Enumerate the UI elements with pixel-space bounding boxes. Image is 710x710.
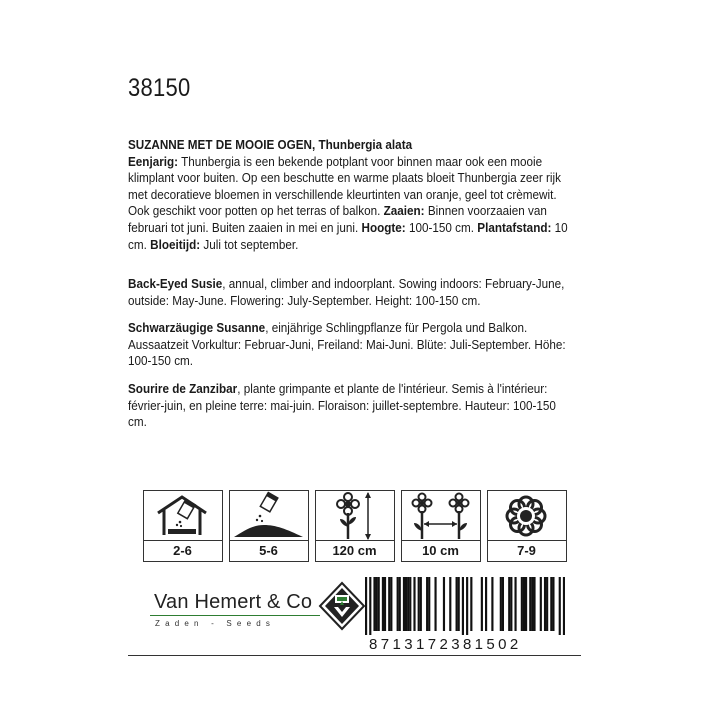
- barcode-bar: [458, 577, 460, 631]
- barcode-bar: [397, 577, 399, 631]
- plant-spacing-icon: [402, 491, 479, 541]
- barcode-bar: [525, 577, 527, 631]
- barcode-bar: [466, 577, 468, 635]
- barcode-bar: [405, 577, 407, 631]
- plant-spacing-value: 10 cm: [402, 543, 479, 558]
- barcode-bar: [491, 577, 493, 631]
- description-german: [128, 320, 569, 370]
- barcode-bar: [456, 577, 458, 631]
- barcode-bar: [449, 577, 451, 631]
- icon-cell-flowering: [487, 490, 567, 562]
- barcode-bar: [533, 577, 535, 631]
- text-sowing: Binnen voorzaaien van februari tot juni. Buiten zaaien in mei en juni.: [128, 203, 547, 235]
- barcode-bar: [390, 577, 392, 631]
- barcode-bar: [426, 577, 428, 631]
- barcode-bar: [531, 577, 533, 631]
- outdoor-sowing-months: 5-6: [230, 543, 307, 558]
- barcode-bar: [502, 577, 504, 631]
- cultivation-icon-strip: [143, 490, 573, 562]
- barcode-bar: [508, 577, 510, 631]
- barcode-bar: [403, 577, 405, 631]
- icon-cell-outdoor-sowing: [229, 490, 309, 562]
- barcode-bar: [409, 577, 411, 631]
- article-number: 38150: [128, 74, 191, 102]
- barcode-bar: [399, 577, 401, 631]
- barcode-bar: [369, 577, 371, 635]
- english-text: , annual, climber and indoorplant. Sowing indoors: February-June, outside: May-June. Flowering: July-September. Height: 100-150 cm.: [128, 276, 565, 308]
- barcode-bar: [481, 577, 483, 631]
- barcode-bar: [443, 577, 445, 631]
- barcode-bar: [559, 577, 561, 635]
- icon-cell-indoor-sowing: [143, 490, 223, 562]
- barcode-bar: [544, 577, 546, 631]
- label-sowing: Zaaien:: [383, 203, 425, 219]
- barcode-bar: [434, 577, 436, 631]
- barcode-bar: [382, 577, 384, 631]
- outdoor-sowing-icon: [230, 491, 307, 541]
- indoor-sowing-months: 2-6: [144, 543, 221, 558]
- text-description: Thunbergia is een bekende potplant voor binnen maar ook een mooie klimplant voor buiten. Op een beschutte en warme plaats bloeit Thunbergia zeer rijk met decoratieve bloemen in verschillende kleurtinten van oranje, geel tot crèmewit. Ook geschikt voor potten op het terras of balkon.: [128, 153, 561, 219]
- plant-height-value: 120 cm: [316, 543, 393, 558]
- barcode-bar: [407, 577, 409, 631]
- title-common-name: SUZANNE MET DE MOOIE OGEN,: [128, 137, 316, 152]
- barcode-bar: [420, 577, 422, 631]
- bottom-divider: [128, 655, 581, 656]
- french-text: , plante grimpante et plante de l'intérieur. Semis à l'intérieur: février-juin, en pleine terre: mai-juin. Floraison: juillet-septembre. Hauteur: 100-150 cm.: [128, 381, 556, 430]
- brand-tagline: Zaden - Seeds: [155, 619, 276, 628]
- english-name: Back-Eyed Susie: [128, 276, 223, 291]
- barcode-bar: [510, 577, 512, 631]
- french-name: Sourire de Zanzibar: [128, 381, 238, 396]
- barcode-bar: [563, 577, 565, 635]
- barcode-bar: [521, 577, 523, 631]
- barcode-bar: [373, 577, 375, 631]
- barcode-icon: [365, 577, 565, 635]
- german-text: , einjährige Schlingpflanze für Pergola und Balkon. Aussaatzeit Vorkultur: Februar-Juni, Freiland: Mai-Juni. Blüte: Juli-September. Höhe: 100-150 cm.: [128, 320, 566, 369]
- barcode-bar: [388, 577, 390, 631]
- description-dutch: [128, 137, 578, 253]
- brand-logo-icon: [318, 581, 366, 631]
- label-height: Hoogte:: [361, 219, 406, 235]
- brand-name: Van Hemert & Co: [154, 591, 313, 613]
- icon-cell-height: [315, 490, 395, 562]
- text-height: 100-150 cm.: [408, 219, 475, 235]
- barcode-bar: [428, 577, 430, 631]
- brand-divider: [150, 615, 320, 616]
- barcode-bar: [378, 577, 380, 631]
- description-english: [128, 276, 578, 309]
- barcode-bar: [514, 577, 516, 631]
- barcode-bar: [462, 577, 464, 635]
- flowering-months: 7-9: [488, 543, 565, 558]
- barcode-bar: [529, 577, 531, 631]
- text-bloom: Juli tot september.: [203, 236, 299, 252]
- barcode-bar: [550, 577, 552, 631]
- barcode-bar: [546, 577, 548, 631]
- barcode-bar: [500, 577, 502, 631]
- text-spacing: 10 cm.: [128, 219, 568, 252]
- barcode-bar: [384, 577, 386, 631]
- barcode-bar: [470, 577, 472, 631]
- barcode-bar: [523, 577, 525, 631]
- barcode-bar: [413, 577, 415, 631]
- label-bloom: Bloeitijd:: [150, 236, 201, 252]
- barcode-digits: 8713172381502: [369, 636, 522, 653]
- label-spacing: Plantafstand:: [477, 219, 552, 235]
- barcode-bar: [552, 577, 554, 631]
- plant-height-icon: [316, 491, 393, 541]
- flowering-icon: [488, 491, 565, 541]
- description-french: [128, 381, 569, 431]
- barcode-bar: [485, 577, 487, 631]
- german-name: Schwarzäugige Susanne: [128, 320, 266, 335]
- indoor-sowing-icon: [144, 491, 221, 541]
- barcode-bar: [376, 577, 378, 631]
- title-latin-name: Thunbergia alata: [318, 137, 413, 152]
- label-annual: Eenjarig:: [128, 153, 179, 169]
- barcode-bar: [365, 577, 367, 635]
- barcode-bar: [540, 577, 542, 631]
- barcode-bar: [418, 577, 420, 631]
- icon-cell-spacing: [401, 490, 481, 562]
